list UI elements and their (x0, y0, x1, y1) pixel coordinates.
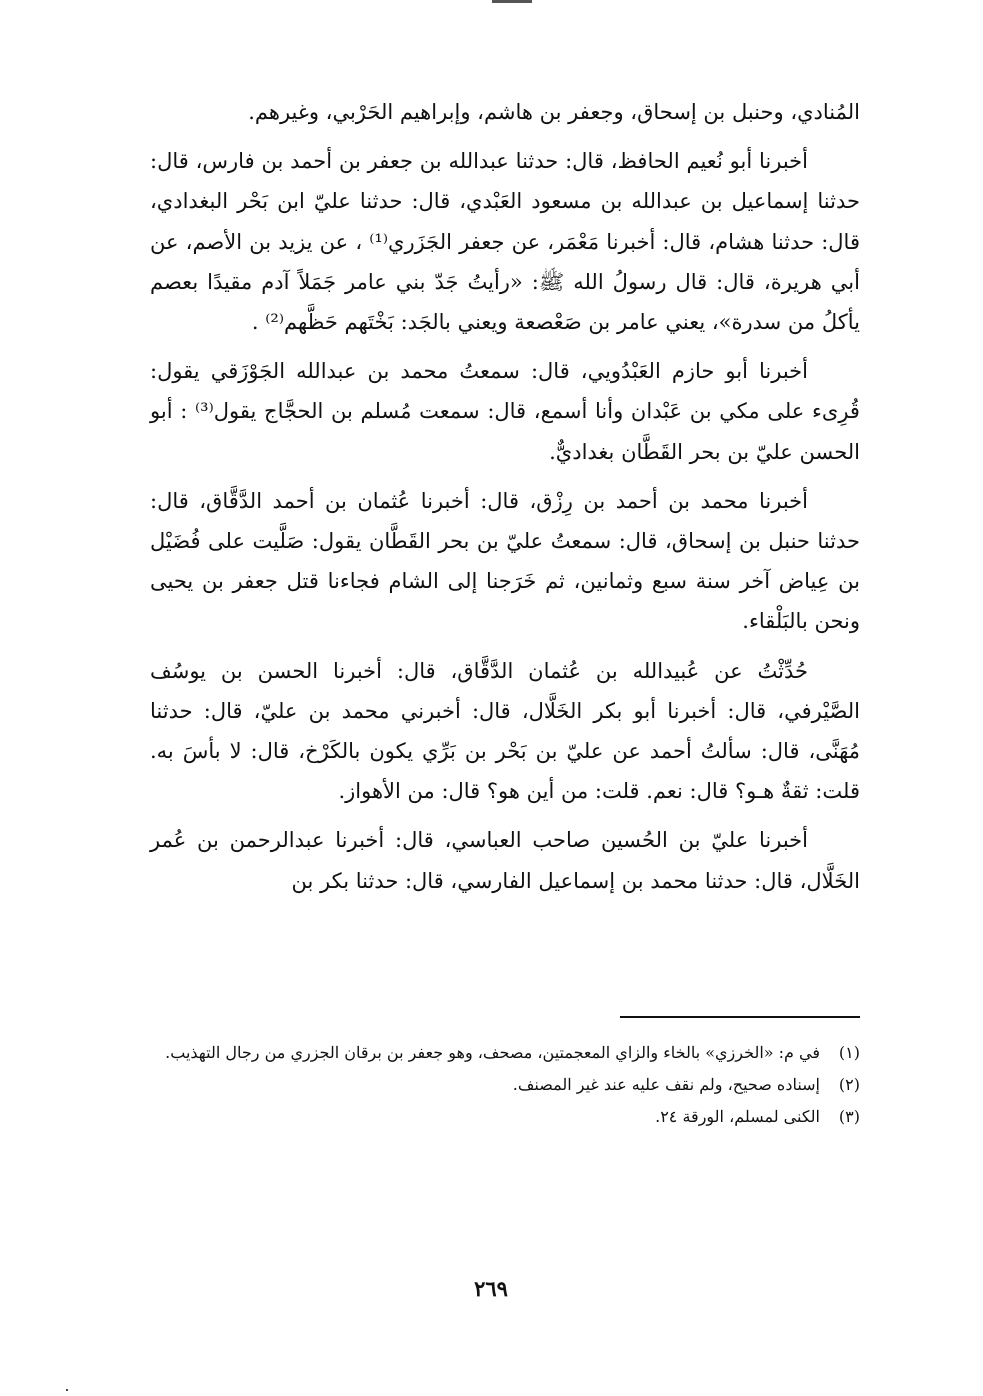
paragraph-ibn-rizq: أخبرنا محمد بن أحمد بن رِزْق، قال: أخبرنا عُثمان بن أحمد الدَّقَّاق، قال: حدثنا حنبل بن إسحاق، قال: سمعتُ عليّ بن بحر القَطَّان يقول: صَلَّيت على فُضَيْل بن عِياض آخر سنة سبع وثمانين، ثم خَرَجنا إلى الشام فجاءنا قتل جعفر بن يحيى ونحن بالبَلْقاء. (150, 488, 860, 634)
paragraph-continuation: المُنادي، وحنبل بن إسحاق، وجعفر بن هاشم، وإبراهيم الحَرْبي، وغيرهم. (248, 100, 860, 124)
footnote-marker: (١) (838, 1043, 860, 1062)
page-number: ٢٦٩ (474, 1276, 508, 1301)
footnote-item (150, 1040, 860, 1065)
footnote-text: الكنى لمسلم، الورقة ٢٤. (655, 1107, 820, 1126)
scan-dot (66, 1389, 68, 1391)
footnote-text: في م: «الخرزي» بالخاء والزاي المعجمتين، مصحف، وهو جعفر بن برقان الجزري من رجال التهذيب. (165, 1043, 820, 1062)
footnote-marker: (٢) (838, 1075, 860, 1094)
footnote-item (150, 1072, 860, 1097)
footnote-marker: (٣) (838, 1107, 860, 1126)
paragraph-al-abbasi: أخبرنا عليّ بن الحُسين صاحب العباسي، قال: أخبرنا عبدالرحمن بن عُمر الخَلَّال، قال: حدثنا محمد بن إسماعيل الفارسي، قال: حدثنا بكر بن (150, 828, 860, 893)
scan-top-mark (492, 0, 532, 3)
paragraph-abu-nuaym-hadith: أخبرنا أبو نُعيم الحافظ، قال: حدثنا عبدالله بن جعفر بن أحمد بن فارس، قال: حدثنا إسماعيل بن عبدالله بن مسعود العَبْدي، قال: حدثنا عليّ ابن بَحْر البغدادي، قال: حدثنا هشام، قال: أخبرنا مَعْمَر، عن جعفر الجَزَري⁽¹⁾ ، عن يزيد بن الأصم، عن أبي هريرة، قال: قال رسولُ الله ﷺ: «رأيتُ جَدّ بني عامر جَمَلاً آدم مقيدًا بعصم يأكلُ من سدرة»، يعني عامر بن صَعْصعة ويعني بالجَد: بَخْتَهم حَظَّهم⁽²⁾ . (150, 149, 860, 335)
page-body (150, 92, 860, 910)
footnotes (150, 1040, 860, 1136)
footnote-item (150, 1104, 860, 1129)
footnote-separator (620, 1016, 860, 1018)
footnote-text: إسناده صحيح، ولم نقف عليه عند غير المصنف. (512, 1075, 820, 1094)
paragraph-abu-hazim: أخبرنا أبو حازم العَبْدُويي، قال: سمعتُ محمد بن عبدالله الجَوْزَقي يقول: قُرِىء على مكي بن عَبْدان وأنا أسمع، قال: سمعت مُسلم بن الحجَّاج يقول⁽³⁾ : أبو الحسن عليّ بن بحر القَطَّان بغداديٌّ. (150, 359, 860, 464)
paragraph-al-daqqaq: حُدِّثْتُ عن عُبيدالله بن عُثمان الدَّقَّاق، قال: أخبرنا الحسن بن يوسُف الصَّيْرفي، قال: أخبرنا أبو بكر الخَلَّال، قال: أخبرني محمد بن عليّ، قال: حدثنا مُهَنَّى، قال: سألتُ أحمد عن عليّ بن بَحْر بن بَرِّي يكون بالكَرْخ، قال: لا بأسَ به. قلت: ثقةٌ هـو؟ قال: نعم. قلت: من أين هو؟ قال: من الأهواز. (150, 658, 860, 804)
